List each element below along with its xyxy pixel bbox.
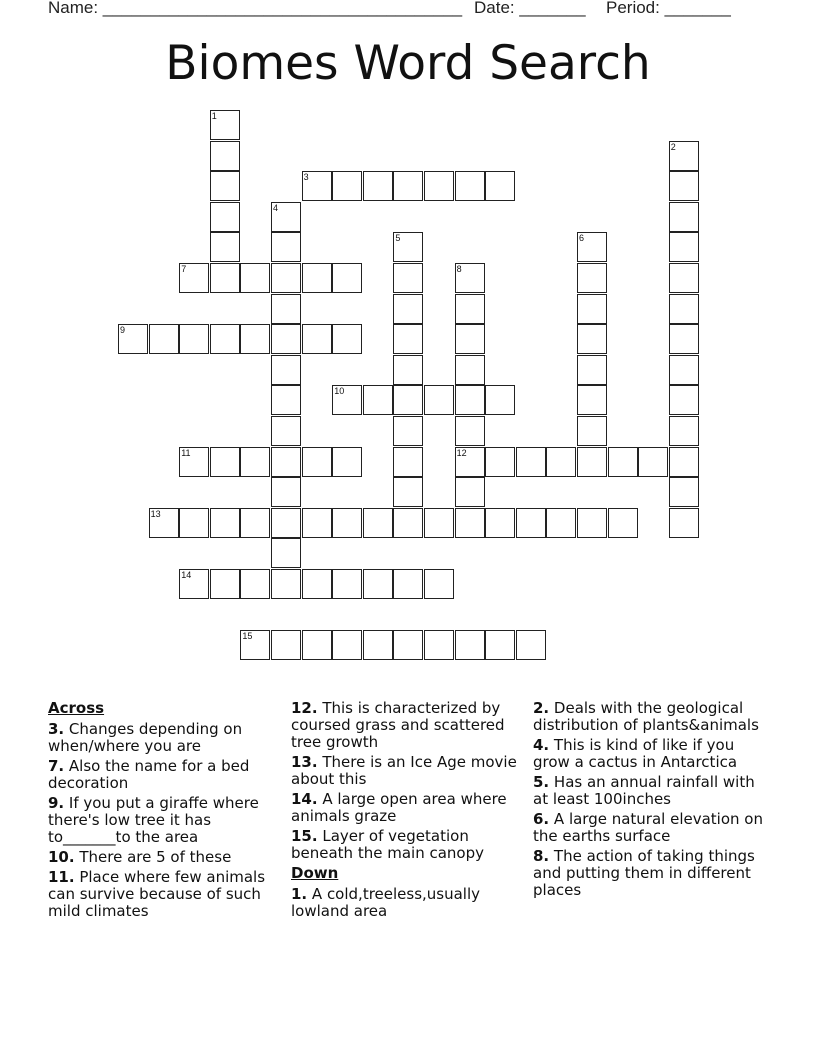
crossword-cell[interactable] <box>118 324 148 354</box>
clue-number: 2. <box>533 699 550 717</box>
crossword-cell[interactable] <box>210 569 240 599</box>
clue-number: 4. <box>533 736 550 754</box>
page-title: Biomes Word Search <box>165 36 651 91</box>
clue-number: 9. <box>48 794 65 812</box>
crossword-cell[interactable] <box>669 355 699 385</box>
crossword-cell[interactable] <box>455 416 485 446</box>
clues-column-2 <box>291 700 531 923</box>
crossword-cell[interactable] <box>669 508 699 538</box>
period-field-label: Period: _______ <box>606 0 731 17</box>
crossword-cell[interactable] <box>240 447 270 477</box>
cell-number: 14 <box>181 570 192 580</box>
crossword-cell[interactable] <box>332 385 362 415</box>
crossword-cell[interactable] <box>363 171 393 201</box>
crossword-cell[interactable] <box>393 355 423 385</box>
crossword-cell[interactable] <box>516 630 546 660</box>
clue-number: 15. <box>291 827 318 845</box>
clue-across-12 <box>291 700 531 751</box>
clues-column-3 <box>533 700 773 902</box>
crossword-cell[interactable] <box>363 508 393 538</box>
clue-text: There are 5 of these <box>74 848 232 866</box>
crossword-cell[interactable] <box>179 508 209 538</box>
crossword-cell[interactable] <box>271 477 301 507</box>
clue-down-5 <box>533 774 773 808</box>
clue-number: 3. <box>48 720 65 738</box>
crossword-cell[interactable] <box>271 538 301 568</box>
crossword-cell[interactable] <box>669 416 699 446</box>
crossword-cell[interactable] <box>271 294 301 324</box>
crossword-cell[interactable] <box>363 630 393 660</box>
crossword-cell[interactable] <box>302 263 332 293</box>
crossword-cell[interactable] <box>179 263 209 293</box>
crossword-cell[interactable] <box>302 569 332 599</box>
crossword-cell[interactable] <box>669 141 699 171</box>
crossword-cell[interactable] <box>669 263 699 293</box>
clue-across-9 <box>48 795 288 846</box>
clue-number: 11. <box>48 868 75 886</box>
cell-number: 11 <box>181 447 191 458</box>
crossword-cell[interactable] <box>455 630 485 660</box>
clue-down-6 <box>533 811 773 845</box>
clue-number: 13. <box>291 753 318 771</box>
crossword-cell[interactable] <box>271 202 301 232</box>
crossword-cell[interactable] <box>363 385 393 415</box>
crossword-cell[interactable] <box>669 232 699 262</box>
cell-number: 13 <box>150 508 161 519</box>
clue-down-4 <box>533 737 773 771</box>
crossword-cell[interactable] <box>393 416 423 446</box>
cell-number: 7 <box>181 264 187 274</box>
crossword-cell[interactable] <box>577 416 607 446</box>
crossword-cell[interactable] <box>179 569 209 599</box>
crossword-cell[interactable] <box>393 294 423 324</box>
clue-text: This is characterized by coursed grass and scattered tree growth <box>291 699 505 751</box>
crossword-cell[interactable] <box>240 508 270 538</box>
crossword-cell[interactable] <box>669 202 699 232</box>
worksheet-header <box>48 0 768 20</box>
crossword-cell[interactable] <box>577 355 607 385</box>
crossword-cell[interactable] <box>424 630 454 660</box>
crossword-cell[interactable] <box>455 355 485 385</box>
crossword-cell[interactable] <box>210 141 240 171</box>
cell-number: 6 <box>579 233 585 244</box>
crossword-cell[interactable] <box>149 508 179 538</box>
crossword-cell[interactable] <box>332 508 362 538</box>
crossword-cell[interactable] <box>271 232 301 262</box>
clue-text: Layer of vegetation beneath the main canopy <box>291 827 484 862</box>
crossword-cell[interactable] <box>332 630 362 660</box>
crossword-cell[interactable] <box>393 232 423 262</box>
clue-text: The action of taking things and putting them in different places <box>533 847 755 899</box>
clue-text: A large open area where animals graze <box>291 790 507 825</box>
clue-text: There is an Ice Age movie about this <box>291 753 517 788</box>
crossword-cell[interactable] <box>210 232 240 262</box>
crossword-cell[interactable] <box>240 263 270 293</box>
crossword-cell[interactable] <box>332 569 362 599</box>
clue-across-10 <box>48 849 288 866</box>
crossword-cell[interactable] <box>485 630 515 660</box>
crossword-cell[interactable] <box>363 569 393 599</box>
clue-number: 1. <box>291 885 308 903</box>
crossword-cell[interactable] <box>455 324 485 354</box>
crossword-cell[interactable] <box>669 385 699 415</box>
crossword-cell[interactable] <box>393 630 423 660</box>
crossword-cell[interactable] <box>302 171 332 201</box>
crossword-cell[interactable] <box>424 508 454 538</box>
crossword-cell[interactable] <box>240 324 270 354</box>
crossword-cell[interactable] <box>577 294 607 324</box>
clue-text: A large natural elevation on the earths surface <box>533 810 763 845</box>
crossword-cell[interactable] <box>210 110 240 140</box>
clue-down-8 <box>533 848 773 899</box>
crossword-cell[interactable] <box>638 447 668 477</box>
clue-down-2 <box>533 700 773 734</box>
crossword-cell[interactable] <box>393 385 423 415</box>
crossword-cell[interactable] <box>577 324 607 354</box>
clue-text: Has an annual rainfall with at least 100inches <box>533 773 755 808</box>
crossword-cell[interactable] <box>455 263 485 293</box>
clue-across-13 <box>291 754 531 788</box>
crossword-cell[interactable] <box>424 385 454 415</box>
clue-number: 8. <box>533 847 550 865</box>
cell-number: 3 <box>303 172 309 183</box>
cell-number: 12 <box>456 447 467 458</box>
clue-number: 14. <box>291 790 318 808</box>
crossword-cell[interactable] <box>302 630 332 660</box>
cell-number: 2 <box>670 141 676 152</box>
cell-number: 5 <box>395 233 401 244</box>
crossword-cell[interactable] <box>393 447 423 477</box>
crossword-cell[interactable] <box>608 508 638 538</box>
crossword-cell[interactable] <box>302 508 332 538</box>
crossword-cell[interactable] <box>516 508 546 538</box>
crossword-cell[interactable] <box>577 263 607 293</box>
crossword-cell[interactable] <box>455 447 485 477</box>
crossword-cell[interactable] <box>271 630 301 660</box>
crossword-cell[interactable] <box>271 385 301 415</box>
crossword-cell[interactable] <box>393 171 423 201</box>
crossword-cell[interactable] <box>393 477 423 507</box>
crossword-cell[interactable] <box>485 385 515 415</box>
crossword-cell[interactable] <box>516 447 546 477</box>
crossword-cell[interactable] <box>485 508 515 538</box>
clue-text: Place where few animals can survive because of such mild climates <box>48 868 266 920</box>
crossword-cell[interactable] <box>577 385 607 415</box>
crossword-cell[interactable] <box>271 355 301 385</box>
crossword-cell[interactable] <box>455 477 485 507</box>
clue-text: Deals with the geological distribution of plants&animals <box>533 699 759 734</box>
cell-number: 4 <box>273 202 279 213</box>
crossword-cell[interactable] <box>455 171 485 201</box>
crossword-cell[interactable] <box>210 171 240 201</box>
crossword-cell[interactable] <box>271 263 301 293</box>
clue-number: 5. <box>533 773 550 791</box>
crossword-cell[interactable] <box>332 324 362 354</box>
crossword-cell[interactable] <box>271 569 301 599</box>
clue-number: 10. <box>48 848 75 866</box>
crossword-cell[interactable] <box>332 171 362 201</box>
crossword-cell[interactable] <box>393 263 423 293</box>
crossword-cell[interactable] <box>210 324 240 354</box>
crossword-cell[interactable] <box>669 447 699 477</box>
clue-across-14 <box>291 791 531 825</box>
crossword-cell[interactable] <box>302 324 332 354</box>
clue-text: This is kind of like if you grow a cactus in Antarctica <box>533 736 738 771</box>
crossword-cell[interactable] <box>669 294 699 324</box>
clue-number: 12. <box>291 699 318 717</box>
cell-number: 8 <box>456 264 462 274</box>
crossword-cell[interactable] <box>302 447 332 477</box>
crossword-cell[interactable] <box>210 508 240 538</box>
crossword-cell[interactable] <box>577 447 607 477</box>
crossword-cell[interactable] <box>424 569 454 599</box>
clue-text: Changes depending on when/where you are <box>48 720 243 755</box>
clue-across-3 <box>48 721 288 755</box>
crossword-cell[interactable] <box>577 232 607 262</box>
clue-down-1 <box>291 886 531 920</box>
crossword-cell[interactable] <box>455 294 485 324</box>
clues-column-1 <box>48 700 288 923</box>
across-heading: Across <box>48 699 105 717</box>
crossword-cell[interactable] <box>393 508 423 538</box>
cell-number: 1 <box>211 111 217 121</box>
clue-text: A cold,treeless,usually lowland area <box>291 885 481 920</box>
crossword-cell[interactable] <box>271 324 301 354</box>
crossword-cell[interactable] <box>210 202 240 232</box>
crossword-cell[interactable] <box>179 447 209 477</box>
crossword-cell[interactable] <box>669 171 699 201</box>
crossword-cell[interactable] <box>577 508 607 538</box>
crossword-cell[interactable] <box>179 324 209 354</box>
crossword-cell[interactable] <box>149 324 179 354</box>
clue-number: 6. <box>533 810 550 828</box>
cell-number: 10 <box>334 386 345 397</box>
crossword-cell[interactable] <box>546 508 576 538</box>
crossword-cell[interactable] <box>546 447 576 477</box>
clue-across-15 <box>291 828 531 862</box>
crossword-cell[interactable] <box>332 447 362 477</box>
crossword-cell[interactable] <box>669 324 699 354</box>
clue-across-11 <box>48 869 288 920</box>
crossword-cell[interactable] <box>455 508 485 538</box>
crossword-cell[interactable] <box>240 630 270 660</box>
down-heading: Down <box>291 864 339 882</box>
clue-across-7 <box>48 758 288 792</box>
crossword-cell[interactable] <box>608 447 638 477</box>
crossword-cell[interactable] <box>669 477 699 507</box>
name-field-label: Name: ______________________________________ <box>48 0 463 17</box>
crossword-cell[interactable] <box>393 324 423 354</box>
crossword-cell[interactable] <box>271 508 301 538</box>
crossword-cell[interactable] <box>485 171 515 201</box>
date-field-label: Date: _______ <box>474 0 586 17</box>
crossword-cell[interactable] <box>332 263 362 293</box>
crossword-cell[interactable] <box>240 569 270 599</box>
crossword-cell[interactable] <box>271 416 301 446</box>
crossword-cell[interactable] <box>424 171 454 201</box>
cell-number: 9 <box>120 325 126 336</box>
crossword-cell[interactable] <box>210 447 240 477</box>
crossword-cell[interactable] <box>393 569 423 599</box>
clue-number: 7. <box>48 757 65 775</box>
crossword-cell[interactable] <box>485 447 515 477</box>
clue-text: Also the name for a bed decoration <box>48 757 250 792</box>
crossword-cell[interactable] <box>271 447 301 477</box>
cell-number: 15 <box>242 631 253 642</box>
crossword-cell[interactable] <box>455 385 485 415</box>
crossword-cell[interactable] <box>210 263 240 293</box>
clue-text: If you put a giraffe where there's low tree it has to_______to the area <box>48 794 259 846</box>
